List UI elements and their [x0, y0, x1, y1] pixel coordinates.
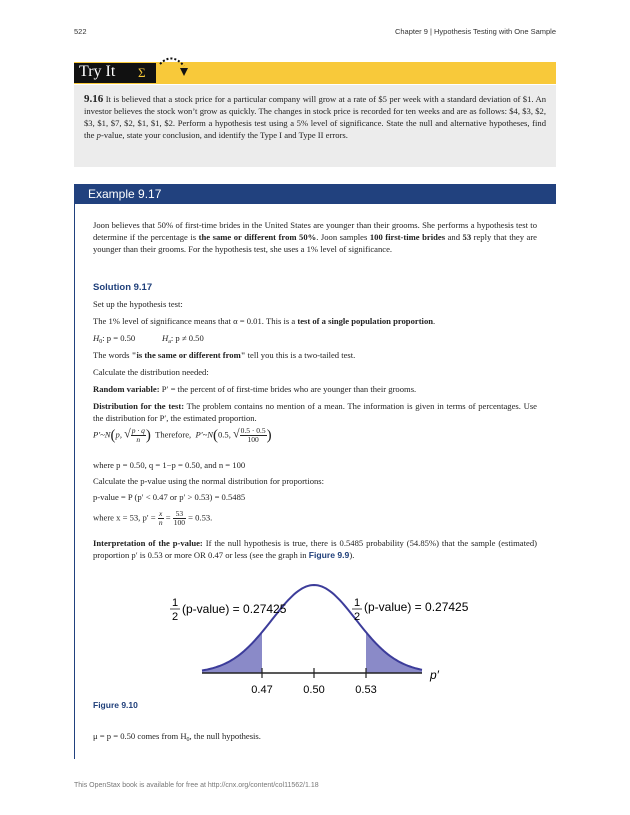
- left-tail-shade: [202, 632, 262, 673]
- pq-over-n-fraction: $\frac{p \cdot q}{n}$: [131, 426, 145, 444]
- footer-text: This OpenStax book is available for free at http://cnx.org/content/col11562/1.18: [74, 782, 319, 789]
- interpretation-paragraph: Interpretation of the p-value: If the null hypothesis is true, there is 0.5485 probability (54.85%) that the sample (estimated) proportion p′ is 0.53 or more OR 0.47 or less (see the graph in Figure 9.9).: [93, 538, 537, 560]
- right-pvalue-label: (p-value) = 0.27425: [364, 600, 469, 614]
- right-half-den: 2: [353, 611, 361, 623]
- example-title: Example 9.17: [88, 187, 162, 201]
- try-it-box: [74, 85, 556, 167]
- try-it-label: Try It: [79, 63, 116, 80]
- example-bar: [74, 184, 556, 204]
- chapter-header: Chapter 9 | Hypothesis Testing with One Sample: [394, 27, 556, 36]
- setup-line: Set up the hypothesis test:: [93, 299, 183, 309]
- pvalue-equation: p-value = P (p′ < 0.47 or p′ > 0.53) = 0.5485: [93, 492, 246, 502]
- random-variable-line: Random variable: P′ = the percent of of first-time brides who are younger than their grooms.: [93, 384, 417, 394]
- alternative-hypothesis: $H_a$: p ≠ 0.50: [162, 333, 204, 345]
- left-half-den: 2: [171, 611, 179, 623]
- normal-curve-figure: [150, 578, 480, 703]
- sigma-icon: Σ: [138, 65, 146, 80]
- tick-label-053: 0.53: [355, 684, 377, 696]
- 53-over-100-fraction: $\frac{53}{100}$: [173, 509, 185, 527]
- figure-caption: Figure 9.10: [93, 700, 138, 710]
- alpha-line: The 1% level of significance means that α = 0.01. This is a test of a single population proportion.: [93, 316, 436, 326]
- where-values-line: where p = 0.50, q = 1−p = 0.50, and n = 100: [93, 460, 246, 470]
- solution-title: Solution 9.17: [93, 282, 153, 293]
- calc-pvalue-line: Calculate the p-value using the normal distribution for proportions:: [93, 476, 325, 486]
- tick-label-050: 0.50: [303, 684, 325, 696]
- try-it-label-box: [74, 63, 156, 83]
- axis-variable-label: p′: [430, 668, 439, 682]
- page-number: 522: [74, 27, 87, 36]
- right-half-num: 1: [353, 597, 361, 609]
- sample-proportion-line: where x = 53, p′ = $\frac{x}{n}$ = $\frac{53}{100}$ = 0.53.: [93, 509, 213, 527]
- distribution-formula: P′~N(p, √ $\frac{p \cdot q}{n}$ ) Therefore, P′~N(0.5, √ $\frac{0.5 \cdot 0.5}{100}$ ): [93, 426, 272, 444]
- mu-line: μ = p = 0.50 comes from $H_0$, the null hypothesis.: [93, 731, 261, 743]
- try-it-text: 9.16 It is believed that a stock price for a particular company will grow at a rate of $5 per week with a standard deviation of $1. An investor believes the stock won’t grow as quickly. The changes in stock price is recorded for ten weeks and are as follows: $4, $3, $2, $3, $1, $7, $2, $1, $1, $2. Perform a hypothesis test using a 5% level of significance. State the null and alternative hypotheses, find the p-value, state your conclusion, and identify the Type I and Type II errors.: [84, 93, 546, 140]
- example-intro: Joon believes that 50% of first-time brides in the United States are younger than their grooms. She performs a hypothesis test to determine if the percentage is the same or different from 50%. Joon samples 100 first-time brides and 53 reply that they are younger than their grooms. For the hypothesis test, she uses a 1% level of significance.: [93, 220, 538, 254]
- null-hypothesis: $H_0$: p = 0.50: [93, 333, 136, 345]
- figure-9-9-link[interactable]: Figure 9.9: [308, 550, 350, 560]
- calc-dist-line: Calculate the distribution needed:: [93, 367, 209, 377]
- x-over-n-fraction: $\frac{x}{n}$: [158, 509, 163, 527]
- distribution-line: Distribution for the test: The problem contains no mention of a mean. The information is given in terms of percentages. Use the distribution for P′, the estimated proportion.: [93, 401, 537, 423]
- left-half-num: 1: [171, 597, 179, 609]
- try-it-number: 9.16: [84, 93, 104, 105]
- left-pvalue-label: (p-value) = 0.27425: [182, 602, 287, 616]
- sample-variance-fraction: $\frac{0.5 \cdot 0.5}{100}$: [240, 426, 266, 444]
- two-tailed-line: The words "is the same or different from" tell you this is a two-tailed test.: [93, 350, 356, 360]
- tick-label-047: 0.47: [251, 684, 273, 696]
- dotted-arrow-icon: [158, 52, 192, 82]
- example-left-rule: [74, 204, 75, 759]
